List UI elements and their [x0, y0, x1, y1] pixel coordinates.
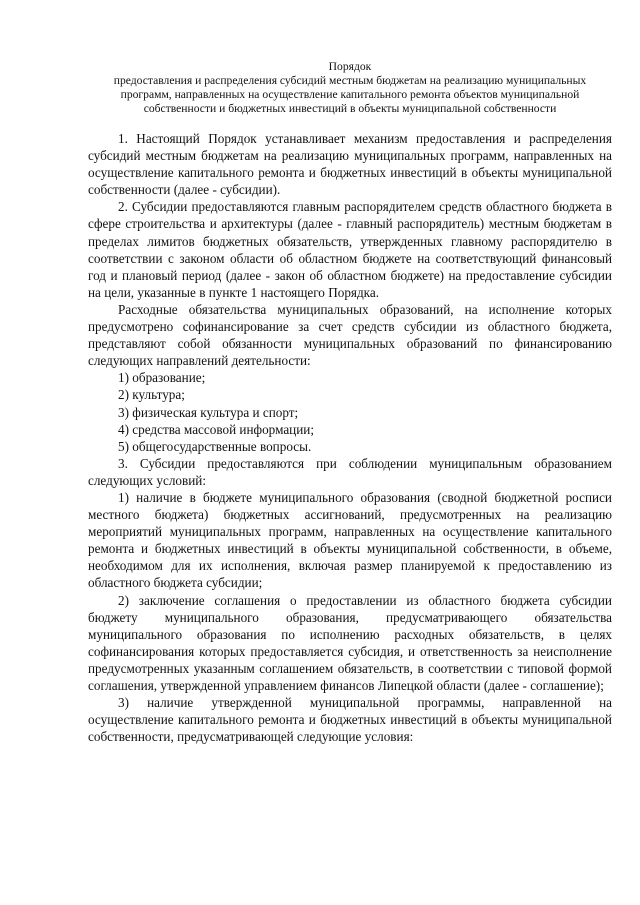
document-body	[88, 130, 612, 745]
document-page	[88, 60, 612, 745]
condition-3: 3) наличие утвержденной муниципальной программы, направленной на осуществление капитального ремонта и бюджетных инвестиций в объекты муниципальной собственности, предусматривающей следующие условия:	[88, 695, 612, 745]
title-heading: Порядок	[328, 60, 372, 73]
list-item-general: 5) общегосударственные вопросы.	[118, 438, 312, 454]
paragraph-1: 1. Настоящий Порядок устанавливает механизм предоставления и распределения субсидий местным бюджетам на реализацию муниципальных программ, направленных на осуществление капитального ремонта и бюджетных инвестиций в объекты муниципальной собственности (далее - субсидии).	[88, 131, 612, 198]
list-item-culture: 2) культура;	[118, 387, 185, 403]
list-item-sport: 3) физическая культура и спорт;	[118, 404, 299, 420]
title-subtitle: предоставления и распределения субсидий местным бюджетам на реализацию муниципальных программ, направленных на осуществление капитального ремонта объектов муниципальной собственности и бюджетных инвестиций в объекты муниципальной собственности	[113, 74, 587, 115]
paragraph-obligations: Расходные обязательства муниципальных образований, на исполнение которых предусмотрено софинансирование за счет средств субсидии из областного бюджета, представляют собой обязанности муниципальных образований по финансированию следующих направлений деятельности:	[88, 301, 612, 369]
condition-1: 1) наличие в бюджете муниципального образования (сводной бюджетной росписи местного бюджета) бюджетных ассигнований, предусмотренных на реализацию мероприятий муниципальных программ, направленных на осуществление капитального ремонта и бюджетных инвестиций в объекты муниципальной собственности, в объеме, необходимом для их исполнения, включая размер планируемой к предоставлению из областного бюджета субсидии;	[88, 489, 612, 591]
condition-2: 2) заключение соглашения о предоставлении из областного бюджета субсидии бюджету муниципального образования, предусматривающего обязательства муниципального образования по исполнению расходных обязательств, в целях софинансирования которых предоставляется субсидия, и ответственность за неисполнение предусмотренных указанным соглашением обязательств, в соответствии с типовой формой соглашения, утвержденной управлением финансов Липецкой области (далее - соглашение);	[88, 592, 612, 693]
paragraph-2: 2. Субсидии предоставляются главным распорядителем средств областного бюджета в сфере строительства и архитектуры (далее - главный распорядитель) местным бюджетам в пределах лимитов бюджетных обязательств, утвержденных главному распорядителю в соответствии с законом области об областном бюджете на соответствующий финансовый год и плановый период (далее - закон об областном бюджете) на предоставление субсидии на цели, указанные в пункте 1 настоящего Порядка.	[88, 199, 612, 300]
paragraph-3: 3. Субсидии предоставляются при соблюдении муниципальным образованием следующих условий:	[88, 455, 612, 488]
list-item-education: 1) образование;	[118, 370, 206, 386]
list-item-media: 4) средства массовой информации;	[118, 421, 315, 437]
document-title	[88, 60, 612, 116]
